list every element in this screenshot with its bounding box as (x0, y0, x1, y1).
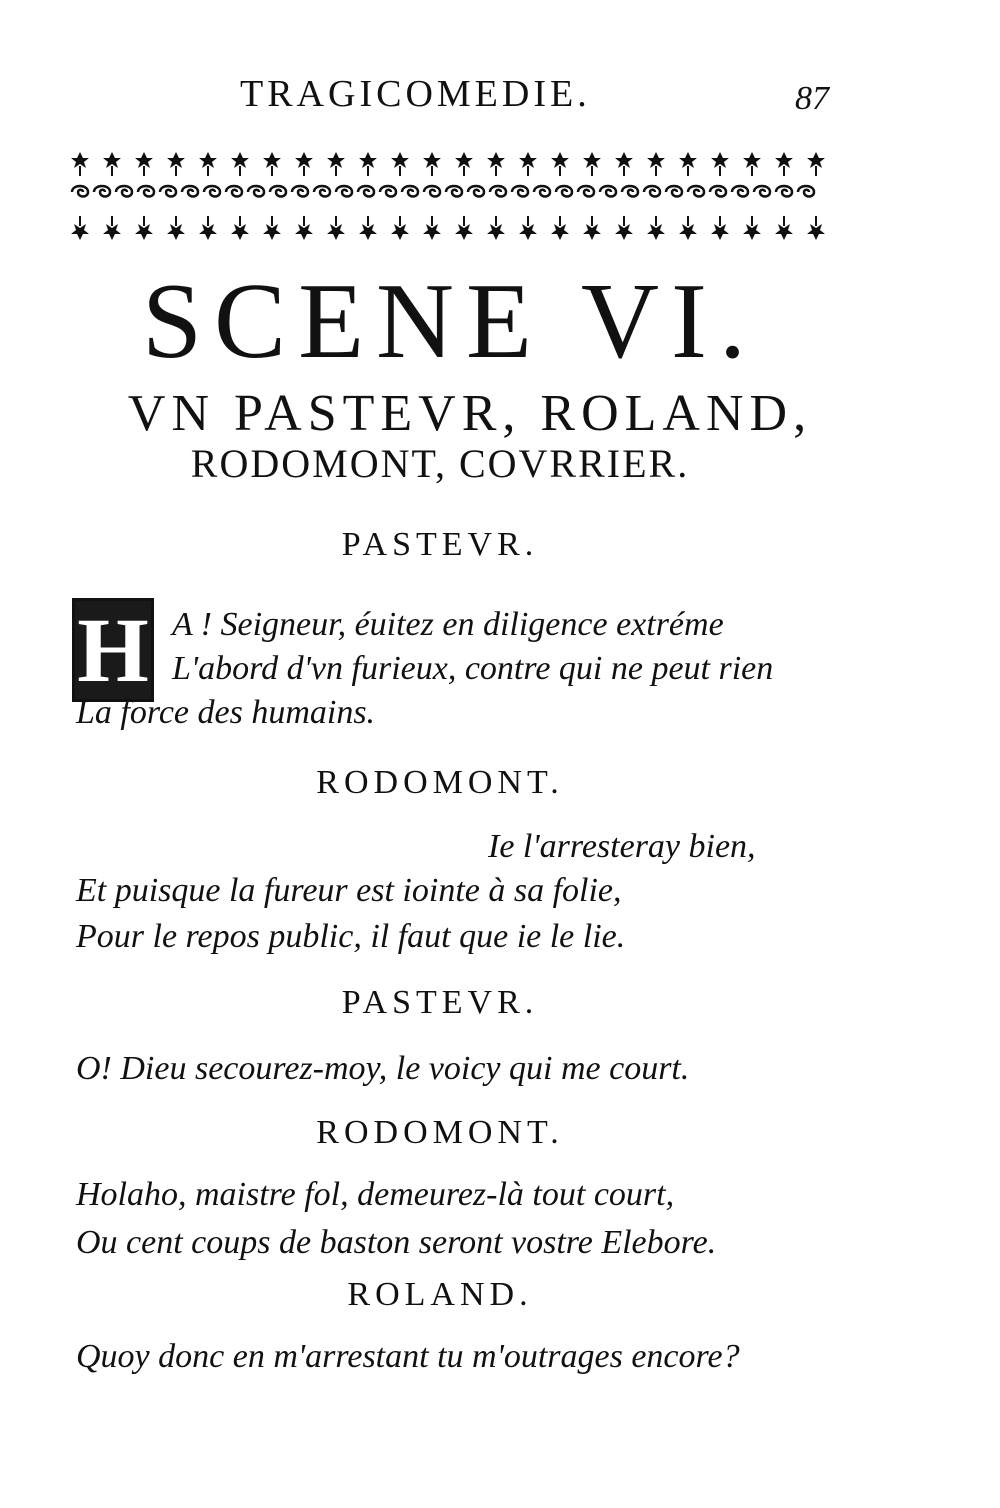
verse-line: La force des humains. (76, 694, 376, 731)
ornament-bottom-row (71, 216, 825, 240)
drop-cap-initial (72, 598, 154, 702)
speaker-name: PASTEVR. (341, 526, 539, 563)
speaker-name: RODOMONT. (316, 1114, 564, 1151)
verse-line: Pour le repos public, il faut que ie le lie. (76, 918, 626, 955)
verse-line: A ! Seigneur, éuitez en diligence extréme (172, 606, 724, 643)
speaker-name: PASTEVR. (341, 984, 539, 1021)
cast-list-line-1: VN PASTEVR, ROLAND, (127, 385, 813, 442)
verse-line: Holaho, maistre fol, demeurez-là tout court, (76, 1176, 675, 1213)
ornament-top-row (71, 152, 825, 176)
cast-list-line-2: RODOMONT, COVRRIER. (190, 441, 690, 486)
drop-cap-letter: H (77, 599, 149, 701)
verse-line: Quoy donc en m'arrestant tu m'outrages encore? (76, 1338, 740, 1375)
verse-line: O! Dieu secourez-moy, le voicy qui me court. (76, 1050, 690, 1087)
verse-line: Ie l'arresteray bien, (488, 828, 756, 865)
verse-line: L'abord d'vn furieux, contre qui ne peut rien (172, 650, 774, 687)
page-number: 87 (795, 80, 829, 117)
scene-title: SCENE VI. (141, 262, 759, 381)
verse-line: Ou cent coups de baston seront vostre Elebore. (76, 1224, 717, 1261)
speaker-name: ROLAND. (347, 1276, 533, 1313)
running-head: TRAGICOMEDIE. (240, 73, 591, 115)
verse-line: Et puisque la fureur est iointe à sa folie, (76, 872, 622, 909)
ornament-middle-row (72, 186, 814, 197)
ornamental-border-icon (70, 152, 830, 244)
speaker-name: RODOMONT. (316, 764, 564, 801)
